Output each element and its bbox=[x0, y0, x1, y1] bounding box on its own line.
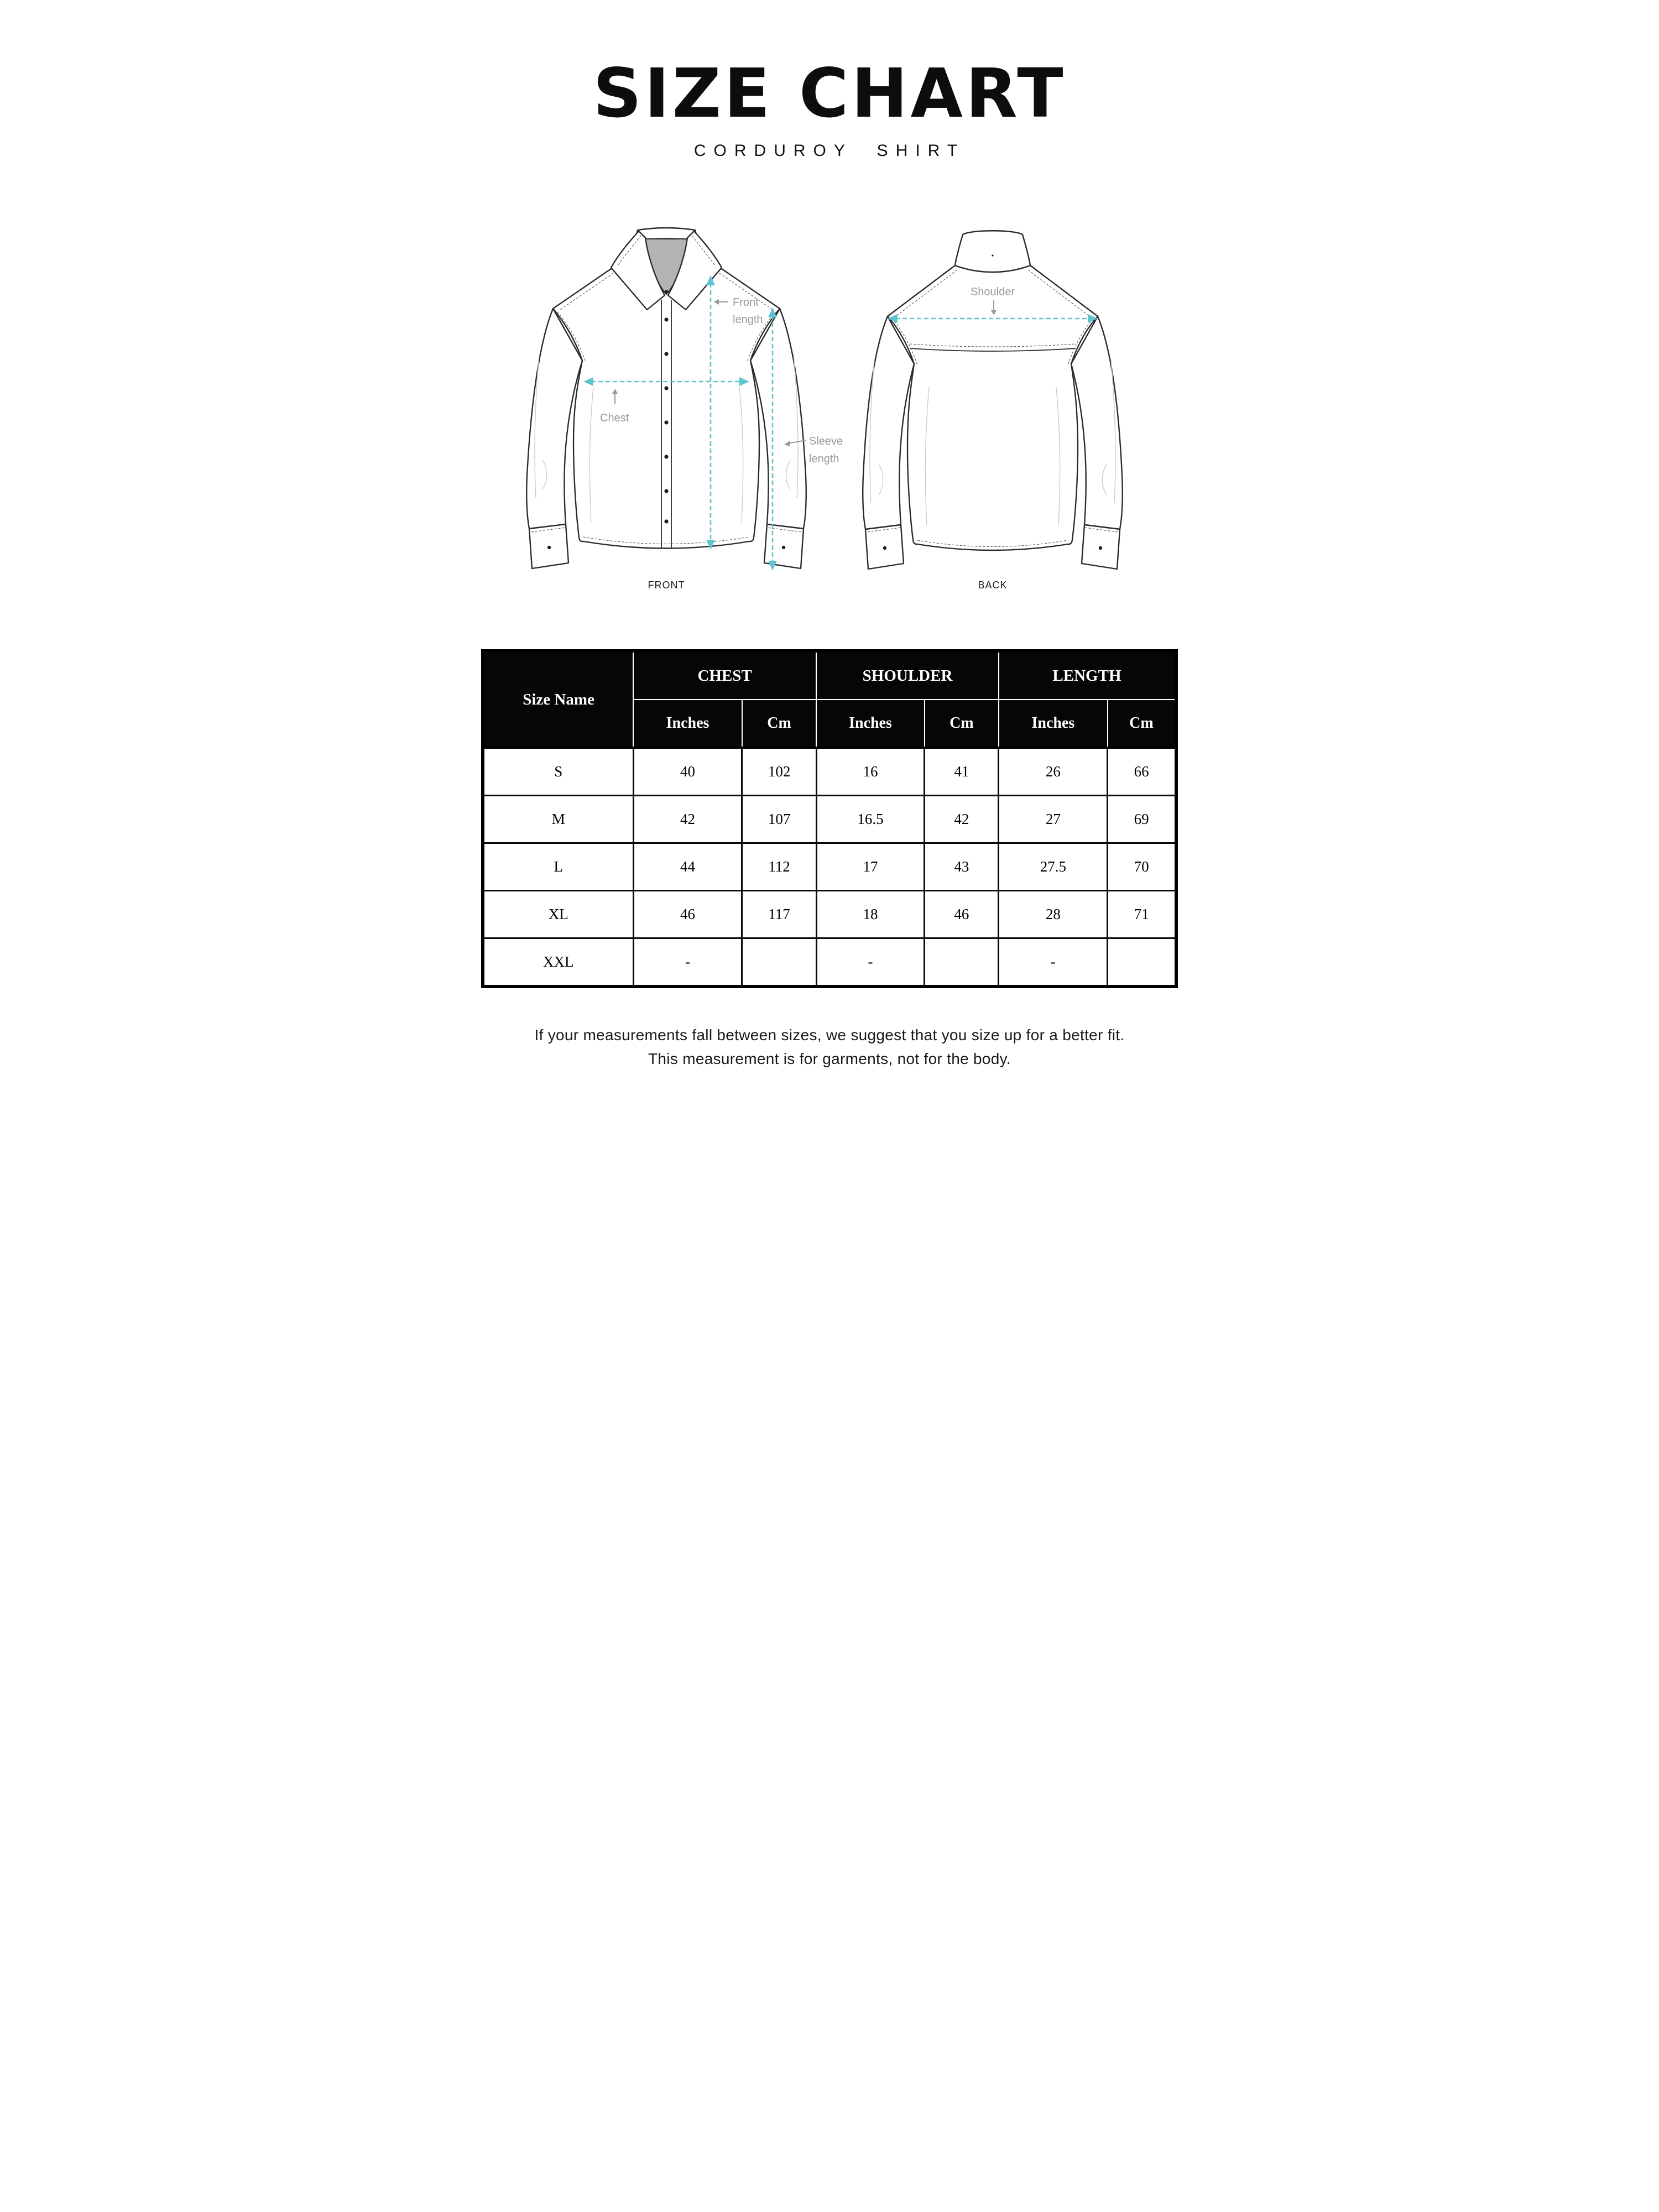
value-cell: 46 bbox=[925, 891, 999, 938]
value-cell: 42 bbox=[925, 796, 999, 843]
size-cell: L bbox=[483, 843, 633, 891]
value-cell: 44 bbox=[633, 843, 742, 891]
value-cell: 26 bbox=[999, 748, 1108, 796]
size-cell: XL bbox=[483, 891, 633, 938]
size-cell: XXL bbox=[483, 938, 633, 987]
svg-text:length: length bbox=[809, 453, 839, 465]
header-chest-cm: Cm bbox=[742, 700, 816, 748]
table-row bbox=[483, 891, 1176, 938]
table-row bbox=[483, 748, 1176, 796]
table-row bbox=[483, 938, 1176, 987]
svg-text:Front: Front bbox=[733, 296, 759, 309]
value-cell: - bbox=[633, 938, 742, 987]
value-cell: 41 bbox=[925, 748, 999, 796]
value-cell: 71 bbox=[1108, 891, 1176, 938]
value-cell: 70 bbox=[1108, 843, 1176, 891]
table-row bbox=[483, 796, 1176, 843]
value-cell: 102 bbox=[742, 748, 816, 796]
page-subtitle: CORDUROY SHIRT bbox=[693, 142, 966, 160]
value-cell: 16 bbox=[816, 748, 925, 796]
fit-note-line2: This measurement is for garments, not for the body. bbox=[648, 1050, 1011, 1067]
header-shoulder-cm: Cm bbox=[925, 700, 999, 748]
header-chest: CHEST bbox=[633, 651, 816, 700]
svg-text:length: length bbox=[733, 314, 763, 326]
value-cell: 107 bbox=[742, 796, 816, 843]
value-cell: 117 bbox=[742, 891, 816, 938]
svg-text:Chest: Chest bbox=[600, 412, 629, 424]
value-cell bbox=[925, 938, 999, 987]
size-cell: M bbox=[483, 796, 633, 843]
header-size-name: Size Name bbox=[483, 651, 633, 748]
value-cell: 27.5 bbox=[999, 843, 1108, 891]
value-cell: 112 bbox=[742, 843, 816, 891]
value-cell: - bbox=[816, 938, 925, 987]
value-cell: 27 bbox=[999, 796, 1108, 843]
header-shoulder-inches: Inches bbox=[816, 700, 925, 748]
back-caption: BACK bbox=[978, 580, 1008, 591]
value-cell: 42 bbox=[633, 796, 742, 843]
value-cell bbox=[742, 938, 816, 987]
value-cell: 40 bbox=[633, 748, 742, 796]
header-length: LENGTH bbox=[999, 651, 1176, 700]
front-shirt-drawing bbox=[526, 228, 843, 571]
size-table bbox=[481, 649, 1178, 988]
header-shoulder: SHOULDER bbox=[816, 651, 999, 700]
header-chest-inches: Inches bbox=[633, 700, 742, 748]
back-shirt-drawing bbox=[863, 231, 1123, 569]
value-cell: 69 bbox=[1108, 796, 1176, 843]
size-cell: S bbox=[483, 748, 633, 796]
header-length-inches: Inches bbox=[999, 700, 1108, 748]
table-row bbox=[483, 843, 1176, 891]
value-cell: 18 bbox=[816, 891, 925, 938]
value-cell: 46 bbox=[633, 891, 742, 938]
svg-text:Shoulder: Shoulder bbox=[970, 286, 1015, 298]
value-cell: 43 bbox=[925, 843, 999, 891]
shirt-diagrams bbox=[500, 221, 1164, 575]
fit-note-line1: If your measurements fall between sizes, we suggest that you size up for a better fit. bbox=[534, 1026, 1125, 1044]
page-title: SIZE CHART bbox=[593, 54, 1066, 133]
value-cell bbox=[1108, 938, 1176, 987]
svg-text:Sleeve: Sleeve bbox=[809, 435, 843, 447]
front-caption: FRONT bbox=[648, 580, 685, 591]
size-chart-page bbox=[415, 0, 1244, 1106]
value-cell: - bbox=[999, 938, 1108, 987]
value-cell: 66 bbox=[1108, 748, 1176, 796]
value-cell: 17 bbox=[816, 843, 925, 891]
header-length-cm: Cm bbox=[1108, 700, 1176, 748]
value-cell: 16.5 bbox=[816, 796, 925, 843]
fit-note bbox=[415, 1023, 1244, 1071]
value-cell: 28 bbox=[999, 891, 1108, 938]
